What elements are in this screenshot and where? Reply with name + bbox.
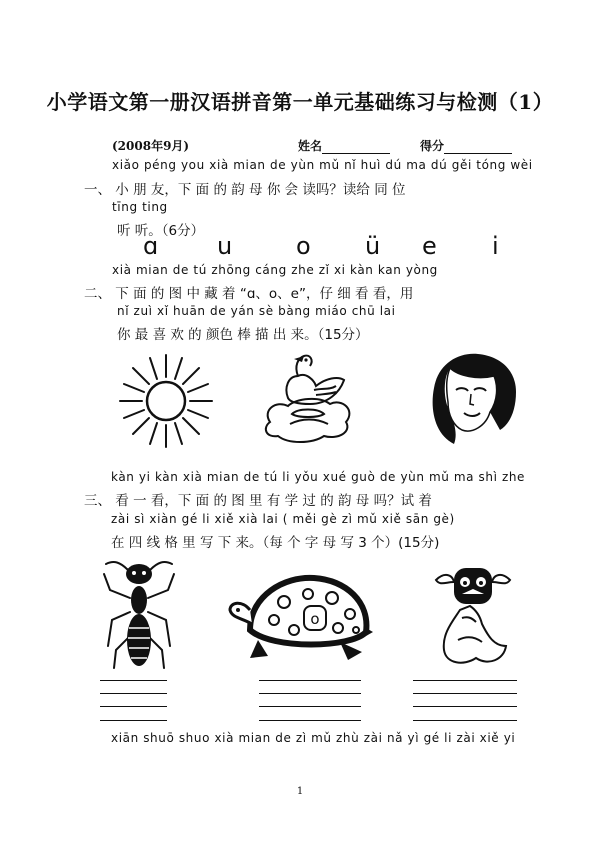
vowel-e: e [422, 232, 437, 260]
q1-pinyin-2: tīng ting [112, 200, 168, 214]
q1-pinyin-1: xiǎo péng you xià mian de yùn mǔ nǐ huì dú ma dú gěi tóng wèi [112, 158, 533, 172]
name-blank [322, 141, 390, 154]
score-field [420, 137, 512, 154]
q3-text-2: 在 四 线 格 里 写 下 来。（每 个 字 母 写 3 个）(15分) [111, 535, 440, 551]
duck-on-water-picture [258, 350, 358, 445]
goose-picture [430, 562, 516, 670]
ant-picture [98, 554, 180, 672]
q1-text-1: 一、 小 朋 友，下 面 的 韵 母 你 会 读吗？读给 同 位 [84, 182, 406, 198]
name-label: 姓名 [298, 139, 323, 153]
vowel-a: ɑ [143, 232, 159, 260]
turtle-picture [228, 568, 373, 663]
q3-pinyin-1: kàn yi kàn xià mian de tú li yǒu xué guò de yùn mǔ ma shì zhe [111, 470, 526, 484]
q1-text-2: 听 听。（6分） [117, 223, 205, 239]
vowel-u: u [217, 232, 233, 260]
score-blank [444, 141, 512, 154]
vowel-v: ü [365, 232, 381, 260]
score-label: 得分 [420, 139, 445, 153]
q2-text-2: 你 最 喜 欢 的 颜色 棒 描 出 来。（15分） [117, 327, 369, 343]
q3-pinyin-2: zài sì xiàn gé li xiě xià lai ( měi gè zì mǔ xiě sān gè) [111, 512, 455, 526]
svg-text:o: o [310, 610, 320, 628]
page-number: 1 [296, 786, 304, 797]
name-field [298, 137, 390, 154]
girl-face-picture [428, 350, 520, 446]
q2-pinyin-2: nǐ zuì xǐ huān de yán sè bàng miáo chū lai [117, 304, 396, 318]
date-label: (2008年9月) [112, 139, 190, 153]
page-title: 小学语文第一册汉语拼音第一单元基础练习与检测（1） [46, 90, 554, 114]
q2-text-1: 二、 下 面 的 图 中 藏 着 “ɑ、o、e”，仔 细 看 看，用 [84, 286, 414, 302]
vowel-o: o [296, 232, 311, 260]
q2-pinyin-1: xià mian de tú zhōng cáng zhe zǐ xi kàn kan yòng [112, 263, 438, 277]
q3-text-1: 三、 看 一 看，下 面 的 图 里 有 学 过 的 韵 母 吗？试 着 [84, 493, 432, 509]
vowel-i: i [492, 232, 499, 260]
q4-pinyin-1: xiān shuō shuo xià mian de zì mǔ zhù zài nǎ yì gé li zài xiě yi [111, 731, 516, 745]
sun-picture [116, 352, 216, 450]
